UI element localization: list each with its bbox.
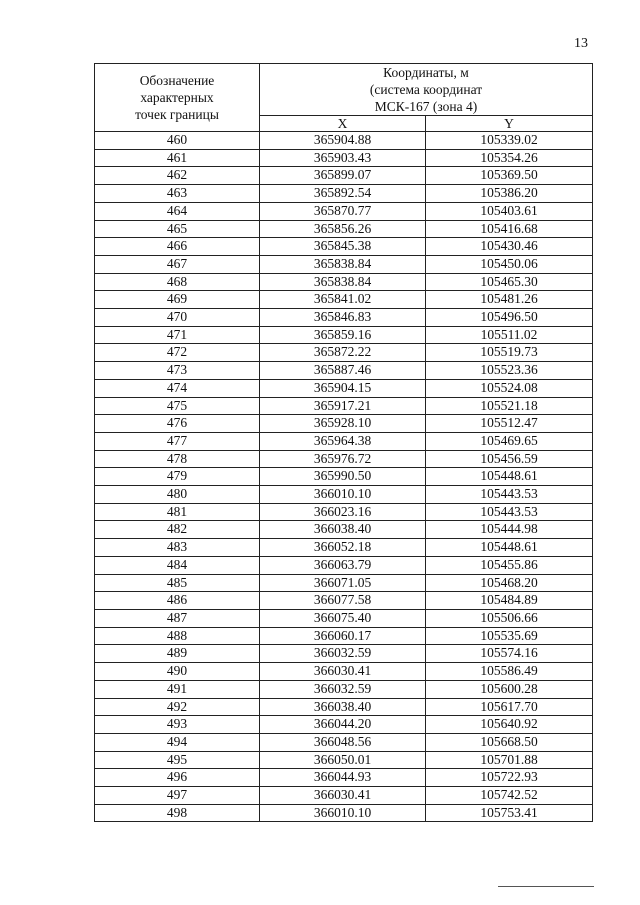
y-coordinate-cell: 105455.86 xyxy=(426,556,593,574)
table-row xyxy=(95,273,593,291)
y-coordinate-cell: 105430.46 xyxy=(426,238,593,256)
table-row xyxy=(95,415,593,433)
x-coordinate-cell: 366032.59 xyxy=(260,645,426,663)
y-coordinate-cell: 105443.53 xyxy=(426,486,593,504)
y-coordinate-cell: 105511.02 xyxy=(426,326,593,344)
point-header-line: Обозначение xyxy=(139,73,215,88)
point-cell: 466 xyxy=(95,238,260,256)
point-cell: 464 xyxy=(95,202,260,220)
table-row xyxy=(95,450,593,468)
point-cell: 495 xyxy=(95,751,260,769)
point-cell: 498 xyxy=(95,804,260,822)
y-coordinate-cell: 105753.41 xyxy=(426,804,593,822)
point-header-line: точек границы xyxy=(135,107,219,122)
table-row xyxy=(95,609,593,627)
table-row xyxy=(95,733,593,751)
x-coordinate-cell: 365838.84 xyxy=(260,255,426,273)
x-coordinate-cell: 365904.15 xyxy=(260,379,426,397)
point-cell: 489 xyxy=(95,645,260,663)
point-cell: 494 xyxy=(95,733,260,751)
y-coordinate-cell: 105701.88 xyxy=(426,751,593,769)
y-coordinate-cell: 105496.50 xyxy=(426,309,593,327)
point-cell: 461 xyxy=(95,149,260,167)
x-coordinate-cell: 366048.56 xyxy=(260,733,426,751)
table-row xyxy=(95,238,593,256)
table-row xyxy=(95,751,593,769)
point-cell: 472 xyxy=(95,344,260,362)
y-coordinate-cell: 105722.93 xyxy=(426,769,593,787)
table-row xyxy=(95,291,593,309)
x-coordinate-cell: 366023.16 xyxy=(260,503,426,521)
x-coordinate-cell: 365903.43 xyxy=(260,149,426,167)
y-coordinate-cell: 105574.16 xyxy=(426,645,593,663)
y-coordinate-cell: 105403.61 xyxy=(426,202,593,220)
coords-header-line: (система координат xyxy=(369,82,483,97)
point-cell: 468 xyxy=(95,273,260,291)
table-row xyxy=(95,202,593,220)
table-row xyxy=(95,167,593,185)
table-row xyxy=(95,362,593,380)
y-column-header: Y xyxy=(426,116,593,132)
x-coordinate-cell: 365990.50 xyxy=(260,468,426,486)
x-coordinate-cell: 365859.16 xyxy=(260,326,426,344)
point-cell: 473 xyxy=(95,362,260,380)
x-coordinate-cell: 366030.41 xyxy=(260,787,426,805)
x-coordinate-cell: 365872.22 xyxy=(260,344,426,362)
y-coordinate-cell: 105444.98 xyxy=(426,521,593,539)
x-coordinate-cell: 365917.21 xyxy=(260,397,426,415)
x-coordinate-cell: 365899.07 xyxy=(260,167,426,185)
point-cell: 478 xyxy=(95,450,260,468)
y-coordinate-cell: 105484.89 xyxy=(426,592,593,610)
point-cell: 460 xyxy=(95,132,260,150)
table-row xyxy=(95,556,593,574)
point-cell: 497 xyxy=(95,787,260,805)
y-coordinate-cell: 105519.73 xyxy=(426,344,593,362)
y-coordinate-cell: 105448.61 xyxy=(426,539,593,557)
y-coordinate-cell: 105416.68 xyxy=(426,220,593,238)
point-cell: 477 xyxy=(95,432,260,450)
coords-header-line: МСК-167 (зона 4) xyxy=(374,99,478,114)
table-row xyxy=(95,804,593,822)
point-cell: 485 xyxy=(95,574,260,592)
x-coordinate-cell: 366077.58 xyxy=(260,592,426,610)
point-cell: 480 xyxy=(95,486,260,504)
point-cell: 469 xyxy=(95,291,260,309)
table-row xyxy=(95,698,593,716)
table-row xyxy=(95,645,593,663)
table-row xyxy=(95,716,593,734)
table-row xyxy=(95,574,593,592)
table-row xyxy=(95,503,593,521)
coordinates-column-header xyxy=(260,64,593,116)
table-row xyxy=(95,769,593,787)
x-coordinate-cell: 365838.84 xyxy=(260,273,426,291)
table-row xyxy=(95,680,593,698)
x-column-header: X xyxy=(260,116,426,132)
x-coordinate-cell: 366063.79 xyxy=(260,556,426,574)
y-coordinate-cell: 105456.59 xyxy=(426,450,593,468)
y-coordinate-cell: 105448.61 xyxy=(426,468,593,486)
point-cell: 490 xyxy=(95,663,260,681)
x-coordinate-cell: 366060.17 xyxy=(260,627,426,645)
x-coordinate-cell: 366071.05 xyxy=(260,574,426,592)
y-coordinate-cell: 105521.18 xyxy=(426,397,593,415)
point-cell: 471 xyxy=(95,326,260,344)
y-coordinate-cell: 105742.52 xyxy=(426,787,593,805)
x-coordinate-cell: 366075.40 xyxy=(260,609,426,627)
point-cell: 488 xyxy=(95,627,260,645)
point-cell: 465 xyxy=(95,220,260,238)
y-coordinate-cell: 105506.66 xyxy=(426,609,593,627)
x-coordinate-cell: 366044.20 xyxy=(260,716,426,734)
y-coordinate-cell: 105481.26 xyxy=(426,291,593,309)
y-coordinate-cell: 105668.50 xyxy=(426,733,593,751)
table-row xyxy=(95,149,593,167)
table-row xyxy=(95,220,593,238)
point-cell: 462 xyxy=(95,167,260,185)
x-coordinate-cell: 366044.93 xyxy=(260,769,426,787)
point-cell: 491 xyxy=(95,680,260,698)
table-row xyxy=(95,379,593,397)
x-coordinate-cell: 365856.26 xyxy=(260,220,426,238)
coords-header-line: Координаты, м xyxy=(383,65,469,80)
point-cell: 467 xyxy=(95,255,260,273)
x-coordinate-cell: 366050.01 xyxy=(260,751,426,769)
table-row xyxy=(95,309,593,327)
y-coordinate-cell: 105443.53 xyxy=(426,503,593,521)
x-coordinate-cell: 366010.10 xyxy=(260,486,426,504)
point-cell: 482 xyxy=(95,521,260,539)
x-coordinate-cell: 365870.77 xyxy=(260,202,426,220)
y-coordinate-cell: 105450.06 xyxy=(426,255,593,273)
y-coordinate-cell: 105465.30 xyxy=(426,273,593,291)
table-row xyxy=(95,326,593,344)
table-row xyxy=(95,592,593,610)
table-row xyxy=(95,539,593,557)
table-row xyxy=(95,185,593,203)
point-cell: 492 xyxy=(95,698,260,716)
y-coordinate-cell: 105386.20 xyxy=(426,185,593,203)
x-coordinate-cell: 365904.88 xyxy=(260,132,426,150)
table-row xyxy=(95,132,593,150)
footer-rule xyxy=(498,886,594,887)
x-coordinate-cell: 365976.72 xyxy=(260,450,426,468)
point-header-line: характерных xyxy=(140,90,214,105)
point-cell: 484 xyxy=(95,556,260,574)
point-cell: 483 xyxy=(95,539,260,557)
y-coordinate-cell: 105600.28 xyxy=(426,680,593,698)
point-cell: 486 xyxy=(95,592,260,610)
y-coordinate-cell: 105640.92 xyxy=(426,716,593,734)
table-row xyxy=(95,787,593,805)
y-coordinate-cell: 105369.50 xyxy=(426,167,593,185)
point-cell: 463 xyxy=(95,185,260,203)
table-row xyxy=(95,255,593,273)
x-coordinate-cell: 365846.83 xyxy=(260,309,426,327)
x-coordinate-cell: 365887.46 xyxy=(260,362,426,380)
point-cell: 481 xyxy=(95,503,260,521)
point-cell: 476 xyxy=(95,415,260,433)
page-number: 13 xyxy=(574,36,588,51)
table-row xyxy=(95,521,593,539)
x-coordinate-cell: 366030.41 xyxy=(260,663,426,681)
table-row xyxy=(95,344,593,362)
x-coordinate-cell: 366032.59 xyxy=(260,680,426,698)
table-row xyxy=(95,663,593,681)
point-cell: 475 xyxy=(95,397,260,415)
y-coordinate-cell: 105586.49 xyxy=(426,663,593,681)
point-column-header xyxy=(95,64,260,132)
x-coordinate-cell: 365928.10 xyxy=(260,415,426,433)
x-coordinate-cell: 365964.38 xyxy=(260,432,426,450)
y-coordinate-cell: 105468.20 xyxy=(426,574,593,592)
table-row xyxy=(95,486,593,504)
table-row xyxy=(95,468,593,486)
table-row xyxy=(95,432,593,450)
x-coordinate-cell: 365892.54 xyxy=(260,185,426,203)
point-cell: 487 xyxy=(95,609,260,627)
y-coordinate-cell: 105354.26 xyxy=(426,149,593,167)
point-cell: 496 xyxy=(95,769,260,787)
point-cell: 474 xyxy=(95,379,260,397)
table-row xyxy=(95,397,593,415)
point-cell: 493 xyxy=(95,716,260,734)
x-coordinate-cell: 365845.38 xyxy=(260,238,426,256)
x-coordinate-cell: 365841.02 xyxy=(260,291,426,309)
point-cell: 470 xyxy=(95,309,260,327)
y-coordinate-cell: 105535.69 xyxy=(426,627,593,645)
x-coordinate-cell: 366038.40 xyxy=(260,698,426,716)
y-coordinate-cell: 105469.65 xyxy=(426,432,593,450)
x-coordinate-cell: 366010.10 xyxy=(260,804,426,822)
y-coordinate-cell: 105617.70 xyxy=(426,698,593,716)
table-body xyxy=(95,132,593,822)
x-coordinate-cell: 366052.18 xyxy=(260,539,426,557)
y-coordinate-cell: 105512.47 xyxy=(426,415,593,433)
coordinates-table xyxy=(94,63,593,822)
point-cell: 479 xyxy=(95,468,260,486)
x-coordinate-cell: 366038.40 xyxy=(260,521,426,539)
y-coordinate-cell: 105524.08 xyxy=(426,379,593,397)
y-coordinate-cell: 105523.36 xyxy=(426,362,593,380)
y-coordinate-cell: 105339.02 xyxy=(426,132,593,150)
table-row xyxy=(95,627,593,645)
